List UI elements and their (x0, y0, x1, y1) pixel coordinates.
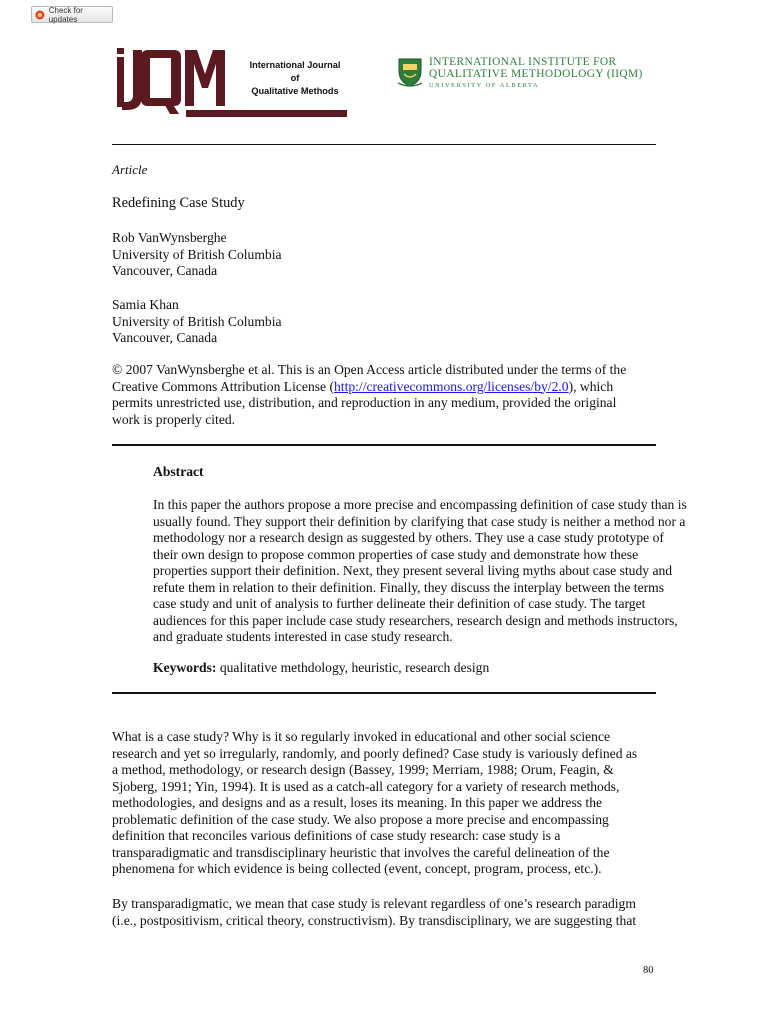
body-line: definition that reconciles various definitions of case study research: case study is a (112, 828, 561, 843)
body-line: methodologies, and designs and as a result, loses its meaning. In this paper we address the (112, 795, 603, 810)
author-block (112, 297, 282, 347)
body-line: a method, methodology, or research design (Bassey, 1999; Merriam, 1988; Orum, Feagin, & (112, 762, 614, 777)
keywords-label: Keywords: (153, 660, 217, 675)
abstract-bottom-divider (112, 692, 656, 694)
abstract-line: In this paper the authors propose a more precise and encompassing definition of case study than is (153, 497, 687, 512)
body-line: transparadigmatic and transdisciplinary heuristic that involves the careful delineation of the (112, 844, 610, 860)
body-line: Sjoberg, 1991; Yin, 1994). It is used as a catch-all category for a variety of research methods, (112, 778, 620, 794)
institute-name-line: INTERNATIONAL INSTITUTE FOR (429, 56, 617, 68)
abstract-text (153, 497, 687, 646)
body-line: By transparadigmatic, we mean that case study is relevant regardless of one’s research paradigm (112, 896, 636, 911)
journal-name (240, 59, 350, 98)
article-type: Article (112, 162, 148, 177)
university-name: UNIVERSITY OF ALBERTA (429, 82, 540, 89)
abstract-line: case study and unit of analysis to further delineate their definition of case study. The target (153, 596, 646, 611)
body-line: phenomena for which evidence is being collected (event, concept, program, process, etc.). (112, 861, 602, 876)
body-paragraph (112, 896, 636, 929)
body-line: What is a case study? Why is it so regularly invoked in educational and other social science (112, 729, 611, 744)
article-title: Redefining Case Study (112, 195, 245, 211)
body-line: problematic definition of the case study. We also propose a more precise and encompassing (112, 811, 609, 827)
license-statement (112, 362, 626, 428)
check-for-updates-button[interactable] (31, 6, 113, 23)
body-line: research and yet so irregularly, randomly, and poorly defined? Case study is variously defined as (112, 745, 638, 761)
check-for-updates-label: Check for updates (48, 5, 83, 24)
header-divider (112, 144, 656, 145)
license-link[interactable]: http://creativecommons.org/licenses/by/2.0 (334, 378, 569, 394)
license-text: Creative Commons Attribution License ( (112, 378, 334, 394)
abstract-line: properties support their definition. Next, they present several living myths about case study and (153, 563, 673, 578)
abstract-line: and graduate students interested in case study research. (153, 629, 453, 644)
body-paragraph (112, 729, 637, 878)
abstract-top-divider (112, 444, 656, 446)
abstract-line: usually found. They support their definition by clarifying that case study is neither a method nor a (153, 513, 686, 529)
body-line: (i.e., postpositivism, critical theory, constructivism). By transdisciplinary, we are suggesting that (112, 912, 637, 928)
author-name: Rob VanWynsberghe (112, 230, 227, 245)
journal-name-line: Qualitative Methods (251, 86, 339, 96)
license-line: work is properly cited. (112, 411, 236, 427)
institute-name-line: QUALITATIVE METHODOLOGY (IIQM) (429, 68, 643, 80)
author-affiliation: University of British Columbia (112, 246, 282, 262)
author-affiliation: University of British Columbia (112, 313, 282, 329)
abstract-line: their own design to propose common properties of case study and demonstrate how these (153, 546, 639, 562)
crossmark-icon (35, 10, 45, 20)
university-crest-icon (396, 56, 424, 88)
author-location: Vancouver, Canada (112, 330, 218, 345)
journal-name-line: of (290, 73, 300, 83)
license-line (112, 379, 626, 396)
abstract-line: methodology nor a research design as suggested by others. They use a case study prototype of (153, 530, 664, 545)
license-line: © 2007 VanWynsberghe et al. This is an Open Access article distributed under the terms of the (112, 362, 627, 377)
keywords-list: qualitative methdology, heuristic, research design (216, 660, 490, 675)
abstract-line: refute them in relation to their definition. Finally, they discuss the interplay between the terms (153, 579, 665, 595)
journal-name-line: International Journal (249, 60, 341, 70)
author-name: Samia Khan (112, 297, 179, 312)
keywords (153, 660, 489, 677)
license-line: permits unrestricted use, distribution, and reproduction in any medium, provided the original (112, 395, 617, 410)
license-text: ), which (568, 378, 614, 394)
author-location: Vancouver, Canada (112, 263, 218, 278)
abstract-line: audiences for this paper include case study researchers, research design and methods instructors, (153, 612, 678, 628)
page-number: 80 (643, 965, 654, 976)
abstract-heading: Abstract (153, 464, 204, 479)
author-block (112, 230, 282, 280)
